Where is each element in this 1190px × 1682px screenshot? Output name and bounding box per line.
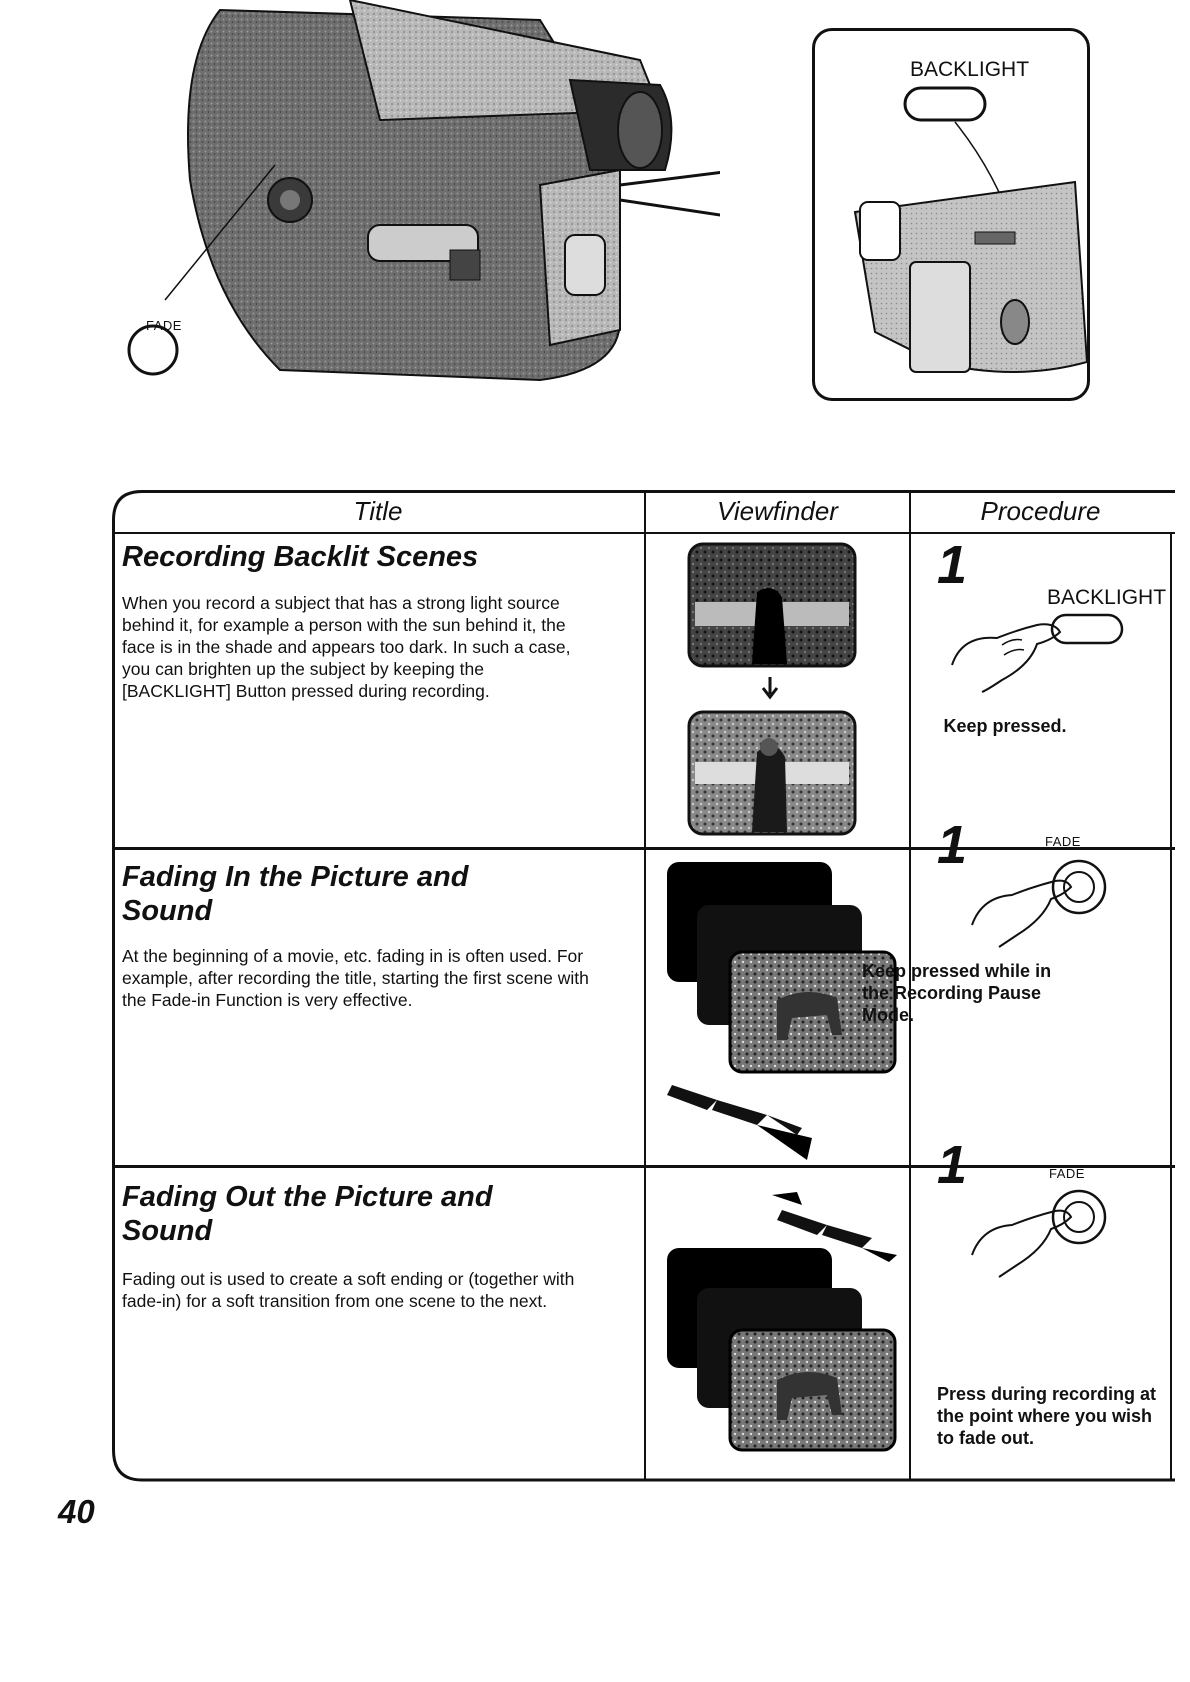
- procedure-step-number: 1: [937, 535, 968, 595]
- column-divider: [644, 490, 646, 1480]
- backlight-inset-label: BACKLIGHT: [910, 58, 1030, 81]
- column-header-procedure: Procedure: [980, 496, 1101, 526]
- backlight-closeup-illustration: [815, 32, 1087, 398]
- row-title: Fading In the Picture and Sound: [122, 861, 469, 927]
- column-divider: [1170, 532, 1172, 1480]
- procedure-step-number: 1: [937, 1135, 968, 1195]
- page-number: 40: [58, 1493, 95, 1530]
- fade-callout-label: FADE: [146, 318, 182, 333]
- procedure-button-label: FADE: [1049, 1166, 1085, 1181]
- viewfinder-fade-out-sequence: [657, 1180, 902, 1480]
- viewfinder-backlight-before-after: [687, 542, 857, 842]
- row-description: Fading out is used to create a soft ending or (together with fade-in) for a soft transition from one scene to the next.: [122, 1269, 575, 1311]
- camcorder-illustration: [120, 0, 720, 420]
- row-description: When you record a subject that has a strong light source behind it, for example a person with the sun behind it, the face is in the shade and appears too dark. In such a case, you can brighten up the subject by keeping the [BACKLIGHT] Button pressed during recording.: [122, 593, 571, 701]
- row-title: Recording Backlit Scenes: [122, 541, 479, 573]
- procedure-step-number: 1: [937, 815, 968, 875]
- hand-pressing-fade-icon: [967, 855, 1117, 950]
- procedure-button-label: BACKLIGHT: [1047, 586, 1167, 609]
- procedure-instruction: Keep pressed while in the Recording Pause Mode.: [862, 961, 1052, 1025]
- procedure-instruction: Press during recording at the point where you wish to fade out.: [937, 1384, 1157, 1448]
- column-header-title: Title: [353, 496, 403, 526]
- feature-table: [112, 490, 1175, 1490]
- column-header-viewfinder: Viewfinder: [717, 496, 838, 526]
- procedure-button-label: FADE: [1045, 834, 1081, 849]
- hand-pressing-fade-icon: [967, 1185, 1117, 1280]
- procedure-instruction: Keep pressed.: [943, 716, 1067, 736]
- row-title: Fading Out the Picture and Sound: [122, 1181, 493, 1247]
- hand-pressing-backlight-icon: [942, 610, 1142, 695]
- row-description: At the beginning of a movie, etc. fading in is often used. For example, after recording the title, starting the first scene with the Fade-in Function is very effective.: [122, 946, 589, 1010]
